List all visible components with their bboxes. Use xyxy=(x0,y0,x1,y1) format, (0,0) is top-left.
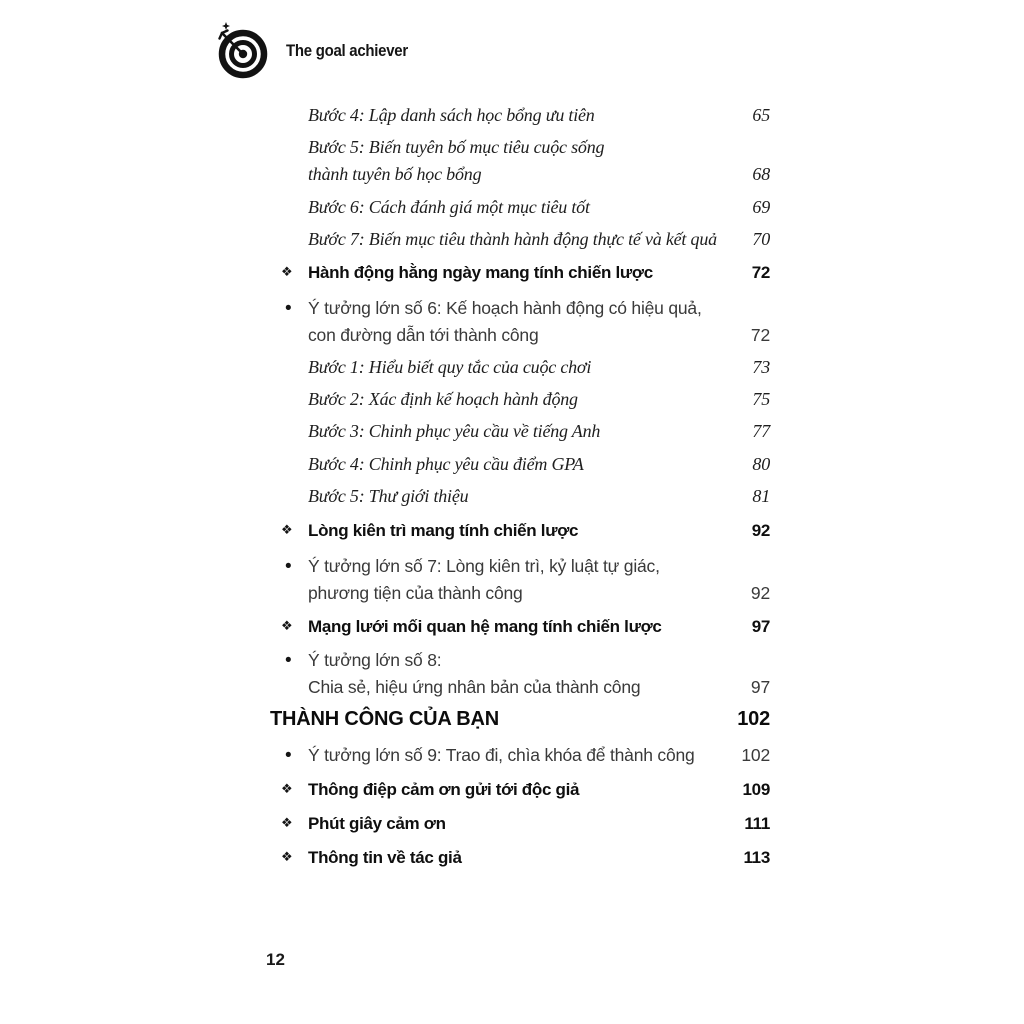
toc-page-number: 81 xyxy=(752,486,770,506)
dot-bullet-icon: • xyxy=(285,556,292,577)
toc-entry xyxy=(270,354,770,381)
toc-entry-text: Thông tin về tác giả xyxy=(308,848,462,867)
toc-page-number: 65 xyxy=(752,105,770,125)
toc-chapter-heading xyxy=(270,706,770,733)
toc-page-number: 113 xyxy=(743,848,770,867)
toc-entry xyxy=(270,844,770,871)
diamond-bullet-icon: ❖ xyxy=(281,850,293,865)
toc-page-number: 77 xyxy=(752,421,770,441)
toc-entry xyxy=(270,102,770,129)
toc-entry-text: Thông điệp cảm ơn gửi tới độc giả xyxy=(308,780,580,799)
toc-entry-text: Bước 3: Chinh phục yêu cầu về tiếng Anh xyxy=(308,421,601,441)
toc-entry xyxy=(270,647,770,701)
toc-entry xyxy=(270,483,770,510)
toc-entry-text: Hành động hằng ngày mang tính chiến lược xyxy=(308,263,653,282)
toc-entry-text: Bước 7: Biến mục tiêu thành hành động thực tế và kết quả xyxy=(308,229,717,249)
toc-entry xyxy=(270,194,770,221)
folio-page-number: 12 xyxy=(266,950,285,969)
toc-entry xyxy=(270,810,770,837)
toc-entry-text: THÀNH CÔNG CỦA BẠN xyxy=(270,708,499,730)
toc-entry xyxy=(270,259,770,286)
bullseye-logo-icon xyxy=(212,22,270,80)
toc-entry-text: Ý tưởng lớn số 8: Chia sẻ, hiệu ứng nhân bản của thành công xyxy=(308,650,641,697)
toc-entry xyxy=(270,226,770,253)
toc-entry-text: Bước 6: Cách đánh giá một mục tiêu tốt xyxy=(308,197,590,217)
diamond-bullet-icon: ❖ xyxy=(281,619,293,634)
toc-page-number: 109 xyxy=(742,780,770,799)
toc-page-number: 73 xyxy=(752,357,770,377)
toc-entry-text: Ý tưởng lớn số 9: Trao đi, chìa khóa để thành công xyxy=(308,745,695,765)
toc-entry-text: Bước 5: Biến tuyên bố mục tiêu cuộc sống thành tuyên bố học bổng xyxy=(308,137,605,184)
toc-page-number: 92 xyxy=(751,521,770,540)
toc-entry-text: Bước 4: Chinh phục yêu cầu điểm GPA xyxy=(308,454,584,474)
toc-page-number: 111 xyxy=(744,814,770,833)
toc-page-number: 92 xyxy=(750,583,770,603)
toc-page-number: 72 xyxy=(750,325,770,345)
toc-entry-text: Phút giây cảm ơn xyxy=(308,814,446,833)
toc-entry-text: Bước 1: Hiểu biết quy tắc của cuộc chơi xyxy=(308,357,592,377)
diamond-bullet-icon: ❖ xyxy=(281,782,293,797)
dot-bullet-icon: • xyxy=(285,650,292,671)
toc-entry xyxy=(270,386,770,413)
toc-page-number: 80 xyxy=(752,454,770,474)
toc-entry-text: Bước 2: Xác định kế hoạch hành động xyxy=(308,389,578,409)
toc-page-number: 102 xyxy=(741,745,770,765)
toc-entry xyxy=(270,517,770,544)
toc-page-number: 70 xyxy=(752,229,770,249)
star-sparkle-icon xyxy=(222,22,230,30)
dot-bullet-icon: • xyxy=(285,745,292,766)
toc-entry-text: Ý tưởng lớn số 7: Lòng kiên trì, kỷ luật tự giác, phương tiện của thành công xyxy=(308,556,660,603)
diamond-bullet-icon: ❖ xyxy=(281,816,293,831)
toc-entry xyxy=(270,134,770,188)
brand-title: The goal achiever xyxy=(286,41,408,60)
toc-page-number: 72 xyxy=(751,263,770,282)
toc-entry xyxy=(270,553,770,607)
toc-page-number: 97 xyxy=(751,617,770,636)
toc-entry xyxy=(270,418,770,445)
toc-entry-text: Bước 4: Lập danh sách học bổng ưu tiên xyxy=(308,105,595,125)
toc-entry-text: Ý tưởng lớn số 6: Kế hoạch hành động có hiệu quả, con đường dẫn tới thành công xyxy=(308,298,702,345)
toc-entry-text: Bước 5: Thư giới thiệu xyxy=(308,486,469,506)
toc-entry-text: Lòng kiên trì mang tính chiến lược xyxy=(308,521,579,540)
dot-bullet-icon: • xyxy=(285,298,292,319)
toc-entry xyxy=(270,613,770,640)
diamond-bullet-icon: ❖ xyxy=(281,523,293,538)
toc-entry xyxy=(270,295,770,349)
toc-entry xyxy=(270,451,770,478)
toc-page-number: 75 xyxy=(752,389,770,409)
diamond-bullet-icon: ❖ xyxy=(281,265,293,280)
toc-entry xyxy=(270,742,770,769)
toc-page-number: 69 xyxy=(752,197,770,217)
toc-entry-text: Mạng lưới mối quan hệ mang tính chiến lược xyxy=(308,617,662,636)
toc-page-number: 68 xyxy=(752,164,770,184)
toc-page-number: 97 xyxy=(750,677,770,697)
toc-entry xyxy=(270,776,770,803)
toc-page-number: 102 xyxy=(737,708,770,730)
